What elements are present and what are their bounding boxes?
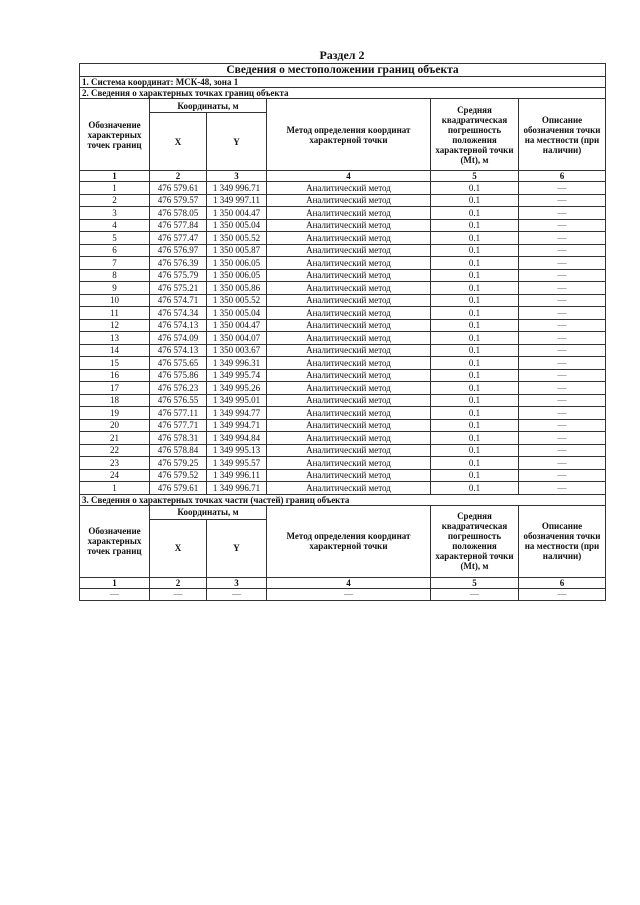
cell-mt: 0.1 [431,344,519,357]
cell-x: 476 574.09 [150,332,207,345]
table-row [80,407,606,420]
parts-empty-row [80,588,606,601]
cell-mt: 0.1 [431,319,519,332]
cell-y: 1 350 006.05 [207,257,267,270]
cell-desc: — [519,394,606,407]
table-row [80,244,606,257]
column-number: 2 [150,577,207,588]
cell-x: 476 577.84 [150,219,207,232]
column-number: 4 [267,171,431,182]
cell-x: 476 576.39 [150,257,207,270]
cell-desc: — [519,232,606,245]
cell-x: 476 579.52 [150,469,207,482]
cell-mt: 0.1 [431,382,519,395]
cell-method: Аналитический метод [267,207,431,220]
cell-method: Аналитический метод [267,444,431,457]
table-row [80,182,606,195]
table-row [80,419,606,432]
header-method: Метод определения координат характерной точки [267,505,431,577]
cell-point: 23 [80,457,150,470]
cell-x: 476 579.61 [150,182,207,195]
cell-point: 11 [80,307,150,320]
cell-mt: 0.1 [431,307,519,320]
cell-mt: 0.1 [431,232,519,245]
table-title: Сведения о местоположении границ объекта [80,64,606,77]
column-number: 6 [519,577,606,588]
cell-desc: — [519,444,606,457]
section-3-heading: 3. Сведения о характерных точках части (частей) границ объекта [80,494,606,505]
column-number: 6 [519,171,606,182]
cell-y: 1 350 006.05 [207,269,267,282]
cell-point: 14 [80,344,150,357]
table-row [80,432,606,445]
cell-method: Аналитический метод [267,232,431,245]
cell-desc: — [519,207,606,220]
cell-y: 1 349 995.13 [207,444,267,457]
table-row [80,232,606,245]
cell-x: 476 575.65 [150,357,207,370]
cell-mt: 0.1 [431,369,519,382]
cell-desc: — [519,194,606,207]
cell-mt: 0.1 [431,244,519,257]
header-desc: Описание обозначения точки на местности (при наличии) [519,505,606,577]
cell-y: 1 350 005.52 [207,294,267,307]
cell-desc: — [519,332,606,345]
header-mt: Средняя квадратическая погрешность положения характерной точки (Mt), м [431,505,519,577]
cell-point: 13 [80,332,150,345]
cell-x: 476 579.61 [150,482,207,495]
cell-x: 476 575.79 [150,269,207,282]
cell-desc: — [519,219,606,232]
cell-point: — [80,588,150,601]
cell-x: 476 574.13 [150,344,207,357]
cell-mt: 0.1 [431,394,519,407]
cell-x: 476 575.86 [150,369,207,382]
cell-method: Аналитический метод [267,182,431,195]
cell-mt: 0.1 [431,482,519,495]
cell-y: 1 349 996.11 [207,469,267,482]
cell-y: 1 349 996.71 [207,482,267,495]
table-row [80,257,606,270]
cell-y: 1 350 005.04 [207,307,267,320]
column-number: 3 [207,171,267,182]
cell-method: Аналитический метод [267,244,431,257]
table-row [80,394,606,407]
cell-mt: 0.1 [431,444,519,457]
cell-desc: — [519,307,606,320]
table-row [80,382,606,395]
header-x: X [150,113,207,171]
table-row [80,344,606,357]
cell-point: 17 [80,382,150,395]
cell-x: 476 577.71 [150,419,207,432]
header-x: X [150,519,207,577]
cell-x: 476 576.97 [150,244,207,257]
cell-point: 4 [80,219,150,232]
cell-method: Аналитический метод [267,257,431,270]
cell-method: Аналитический метод [267,457,431,470]
cell-point: 2 [80,194,150,207]
cell-desc: — [519,282,606,295]
cell-y: 1 350 004.07 [207,332,267,345]
header-mt: Средняя квадратическая погрешность положения характерной точки (Mt), м [431,99,519,171]
header-y: Y [207,519,267,577]
cell-x: 476 578.84 [150,444,207,457]
cell-point: 6 [80,244,150,257]
cell-x: 476 574.71 [150,294,207,307]
cell-mt: 0.1 [431,219,519,232]
cell-point: 18 [80,394,150,407]
cell-desc: — [519,319,606,332]
cell-point: 1 [80,482,150,495]
cell-desc: — [519,382,606,395]
cell-desc: — [519,294,606,307]
cell-y: 1 350 005.87 [207,244,267,257]
cell-x: 476 577.47 [150,232,207,245]
cell-method: Аналитический метод [267,432,431,445]
cell-point: 15 [80,357,150,370]
cell-point: 10 [80,294,150,307]
cell-y: 1 349 994.77 [207,407,267,420]
cell-y: 1 350 005.52 [207,232,267,245]
cell-x: 476 576.55 [150,394,207,407]
cell-x: — [150,588,207,601]
cell-mt: 0.1 [431,282,519,295]
cell-method: Аналитический метод [267,344,431,357]
column-number: 5 [431,577,519,588]
cell-method: Аналитический метод [267,219,431,232]
cell-desc: — [519,588,606,601]
cell-y: 1 350 005.04 [207,219,267,232]
header-desc: Описание обозначения точки на местности (при наличии) [519,99,606,171]
cell-desc: — [519,269,606,282]
cell-method: Аналитический метод [267,332,431,345]
cell-desc: — [519,244,606,257]
header-method: Метод определения координат характерной точки [267,99,431,171]
cell-point: 9 [80,282,150,295]
cell-desc: — [519,257,606,270]
cell-point: 1 [80,182,150,195]
cell-method: Аналитический метод [267,419,431,432]
cell-desc: — [519,344,606,357]
cell-mt: 0.1 [431,207,519,220]
cell-desc: — [519,432,606,445]
cell-point: 8 [80,269,150,282]
cell-x: 476 574.13 [150,319,207,332]
column-number: 3 [207,577,267,588]
cell-point: 3 [80,207,150,220]
cell-mt: 0.1 [431,407,519,420]
cell-mt: — [431,588,519,601]
cell-point: 20 [80,419,150,432]
cell-y: 1 349 994.71 [207,419,267,432]
table-row [80,444,606,457]
cell-mt: 0.1 [431,194,519,207]
cell-point: 7 [80,257,150,270]
cell-point: 19 [80,407,150,420]
cell-method: Аналитический метод [267,269,431,282]
column-number: 1 [80,171,150,182]
table-row [80,294,606,307]
cell-y: 1 349 995.57 [207,457,267,470]
cell-method: Аналитический метод [267,307,431,320]
table-row [80,369,606,382]
cell-method: Аналитический метод [267,282,431,295]
cell-x: 476 579.25 [150,457,207,470]
cell-x: 476 574.34 [150,307,207,320]
cell-desc: — [519,357,606,370]
cell-x: 476 578.05 [150,207,207,220]
column-number: 5 [431,171,519,182]
cell-method: Аналитический метод [267,369,431,382]
table-row [80,269,606,282]
table-row [80,282,606,295]
table-row [80,307,606,320]
cell-point: 24 [80,469,150,482]
cell-desc: — [519,369,606,382]
table-row [80,357,606,370]
cell-point: 22 [80,444,150,457]
cell-desc: — [519,482,606,495]
cell-method: Аналитический метод [267,294,431,307]
cell-point: 21 [80,432,150,445]
cell-desc: — [519,469,606,482]
header-point: Обозначение характерных точек границ [80,99,150,171]
column-numbers-row [80,171,606,182]
cell-mt: 0.1 [431,432,519,445]
cell-y: 1 350 003.67 [207,344,267,357]
column-number: 2 [150,171,207,182]
cell-point: 12 [80,319,150,332]
cell-y: 1 349 995.01 [207,394,267,407]
cell-y: 1 349 997.11 [207,194,267,207]
header-coords: Координаты, м [150,99,267,113]
table-row [80,194,606,207]
cell-y: 1 350 004.47 [207,207,267,220]
cell-method: Аналитический метод [267,382,431,395]
table-row [80,319,606,332]
cell-mt: 0.1 [431,257,519,270]
cell-y: 1 350 004.47 [207,319,267,332]
header-coords: Координаты, м [150,505,267,519]
table-row [80,482,606,495]
cell-x: 476 575.21 [150,282,207,295]
cell-method: Аналитический метод [267,469,431,482]
cell-mt: 0.1 [431,457,519,470]
document-sheet [79,48,605,601]
column-number: 4 [267,577,431,588]
cell-method: Аналитический метод [267,482,431,495]
cell-desc: — [519,419,606,432]
cell-x: 476 577.11 [150,407,207,420]
cell-method: — [267,588,431,601]
column-numbers-row [80,577,606,588]
cell-y: 1 349 995.74 [207,369,267,382]
cell-method: Аналитический метод [267,407,431,420]
cell-method: Аналитический метод [267,194,431,207]
cell-mt: 0.1 [431,294,519,307]
boundaries-table [79,63,606,601]
cell-y: 1 350 005.86 [207,282,267,295]
cell-point: 5 [80,232,150,245]
header-y: Y [207,113,267,171]
cell-x: 476 578.31 [150,432,207,445]
cell-y: 1 349 996.71 [207,182,267,195]
razdel-heading: Раздел 2 [319,48,365,62]
cell-method: Аналитический метод [267,357,431,370]
cell-y: 1 349 996.31 [207,357,267,370]
section-2-heading: 2. Сведения о характерных точках границ объекта [80,88,606,99]
cell-point: 16 [80,369,150,382]
section-1-heading: 1. Система координат: МСК-48, зона 1 [80,77,606,88]
cell-mt: 0.1 [431,357,519,370]
cell-desc: — [519,407,606,420]
cell-x: 476 579.57 [150,194,207,207]
cell-y: — [207,588,267,601]
cell-desc: — [519,457,606,470]
cell-y: 1 349 995.26 [207,382,267,395]
table-row [80,207,606,220]
cell-mt: 0.1 [431,469,519,482]
cell-method: Аналитический метод [267,319,431,332]
cell-mt: 0.1 [431,332,519,345]
table-row [80,332,606,345]
cell-x: 476 576.23 [150,382,207,395]
cell-method: Аналитический метод [267,394,431,407]
cell-mt: 0.1 [431,419,519,432]
table-row [80,219,606,232]
table-row [80,469,606,482]
cell-mt: 0.1 [431,182,519,195]
cell-mt: 0.1 [431,269,519,282]
table-row [80,457,606,470]
header-point: Обозначение характерных точек границ [80,505,150,577]
column-number: 1 [80,577,150,588]
cell-y: 1 349 994.84 [207,432,267,445]
cell-desc: — [519,182,606,195]
